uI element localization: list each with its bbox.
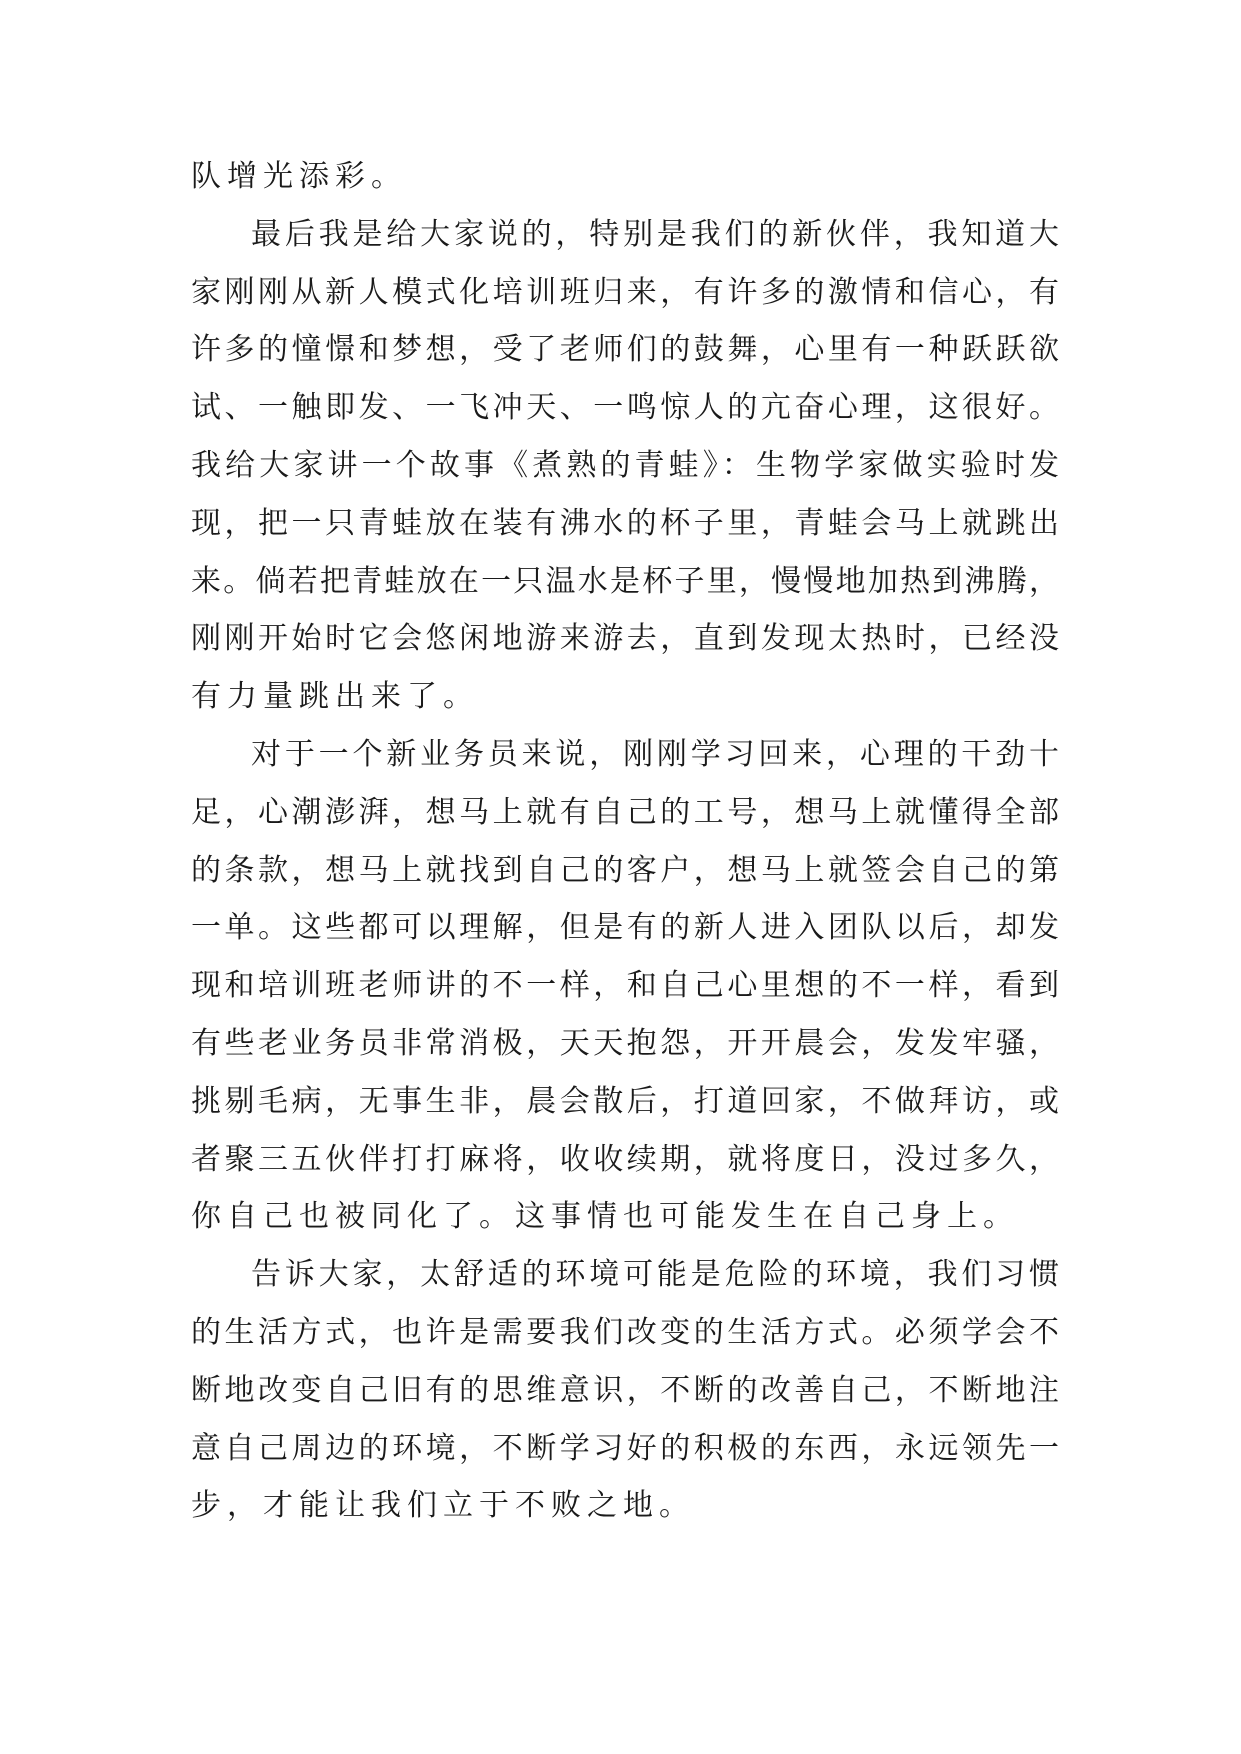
text-line: 意自己周边的环境，不断学习好的积极的东西，永远领先一 [191, 1430, 1059, 1466]
text-line: 的生活方式，也许是需要我们改变的生活方式。必须学会不 [191, 1314, 1059, 1350]
paragraph-3 [191, 726, 1059, 1246]
text-line: 断地改变自己旧有的思维意识，不断的改善自己，不断地注 [191, 1372, 1059, 1408]
text-line: 许多的憧憬和梦想，受了老师们的鼓舞，心里有一种跃跃欲 [191, 332, 1059, 368]
text-line: 的条款，想马上就找到自己的客户，想马上就签会自己的第 [191, 852, 1059, 888]
text-line: 一单。这些都可以理解，但是有的新人进入团队以后，却发 [191, 910, 1059, 946]
text-line: 有力量跳出来了。 [191, 679, 479, 715]
text-line: 刚刚开始时它会悠闲地游来游去，直到发现太热时，已经没 [191, 621, 1059, 657]
text-line: 对于一个新业务员来说，刚刚学习回来，心理的干劲十 [251, 736, 1059, 772]
text-line: 有些老业务员非常消极，天天抱怨，开开晨会，发发牢骚， [191, 1025, 1059, 1061]
text-line: 我给大家讲一个故事《煮熟的青蛙》：生物学家做实验时发 [191, 447, 1059, 483]
text-line: 挑剔毛病，无事生非，晨会散后，打道回家，不做拜访，或 [191, 1083, 1059, 1119]
text-line: 现，把一只青蛙放在装有沸水的杯子里，青蛙会马上就跳出 [191, 505, 1059, 541]
document-body [191, 148, 1059, 1535]
text-line: 者聚三五伙伴打打麻将，收收续期，就将度日，没过多久， [191, 1141, 1059, 1177]
text-line: 队增光添彩。 [191, 159, 407, 194]
paragraph-4 [191, 1246, 1059, 1535]
text-line: 步，才能让我们立于不败之地。 [191, 1488, 695, 1524]
text-line: 现和培训班老师讲的不一样，和自己心里想的不一样，看到 [191, 968, 1059, 1004]
text-line: 来。倘若把青蛙放在一只温水是杯子里，慢慢地加热到沸腾， [191, 563, 1059, 599]
text-line: 告诉大家，太舒适的环境可能是危险的环境，我们习惯 [251, 1257, 1059, 1293]
text-line: 试、一触即发、一飞冲天、一鸣惊人的亢奋心理，这很好。 [191, 390, 1059, 426]
text-line: 最后我是给大家说的，特别是我们的新伙伴，我知道大 [251, 216, 1059, 252]
paragraph-1 [191, 148, 1059, 206]
paragraph-2 [191, 206, 1059, 726]
text-line: 你自己也被同化了。这事情也可能发生在自己身上。 [191, 1199, 1019, 1235]
text-line: 家刚刚从新人模式化培训班归来，有许多的激情和信心，有 [191, 274, 1059, 310]
text-line: 足，心潮澎湃，想马上就有自己的工号，想马上就懂得全部 [191, 794, 1059, 830]
